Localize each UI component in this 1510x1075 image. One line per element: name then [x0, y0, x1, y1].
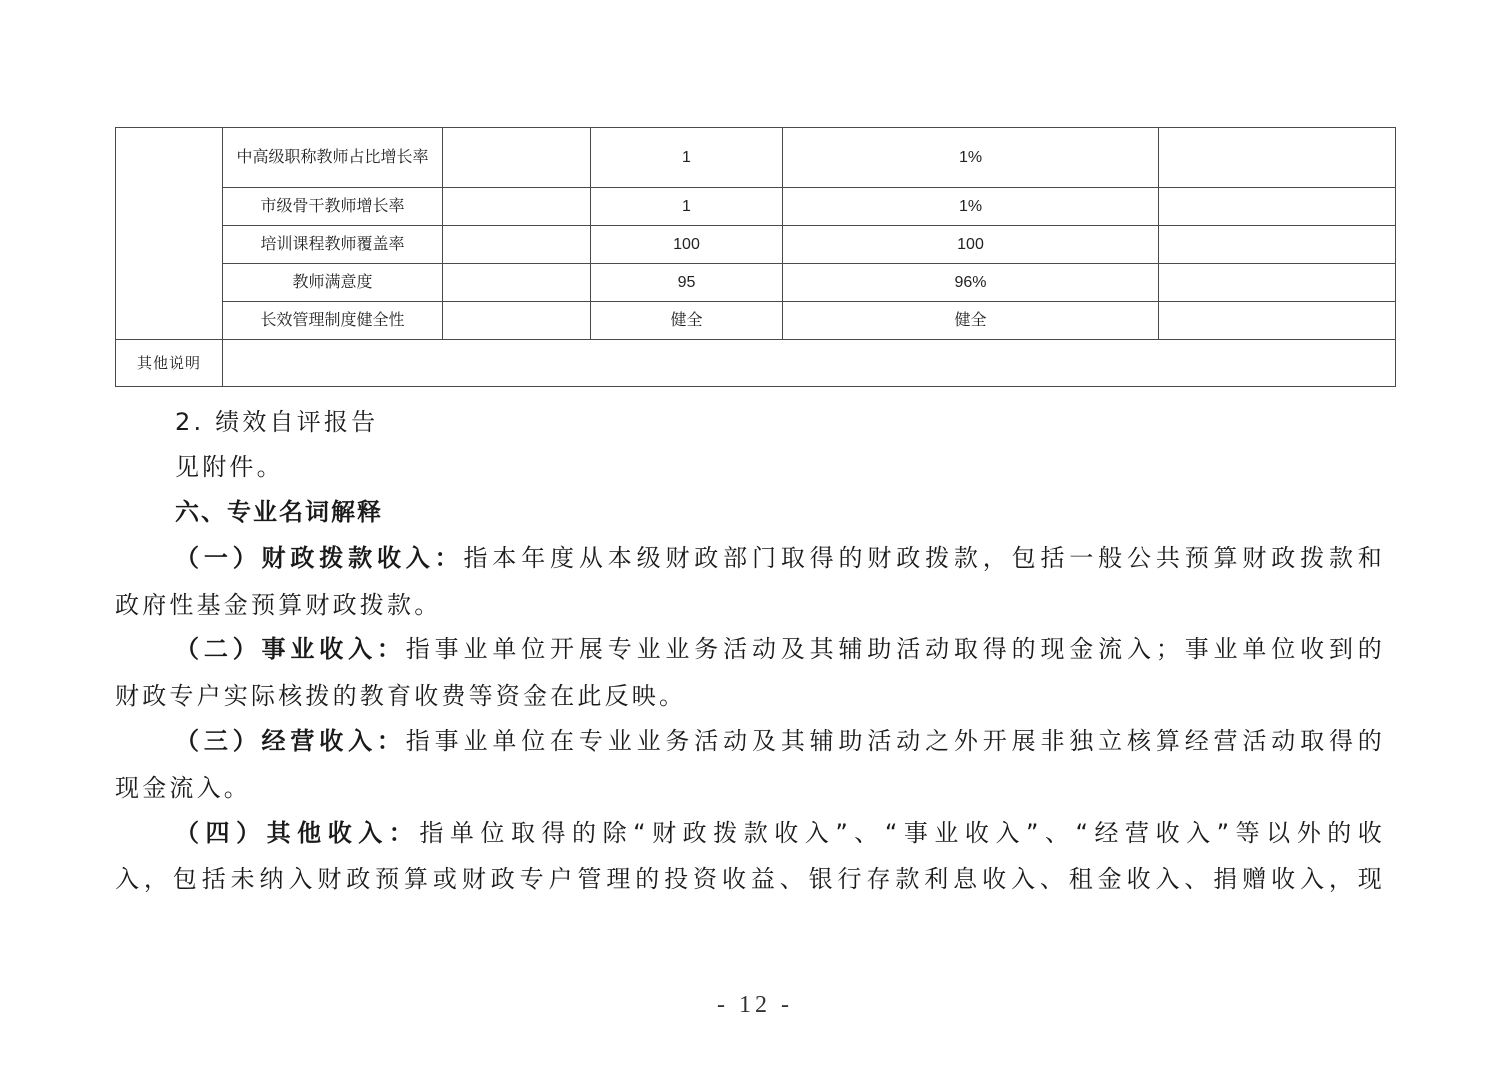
remark-cell: [1159, 128, 1396, 188]
category-cell: [116, 128, 223, 340]
glossary-term-label: （四）其他收入：: [175, 819, 420, 847]
remark-cell: [1159, 188, 1396, 226]
indicator-cell: 培训课程教师覆盖率: [223, 226, 443, 264]
table-row: [116, 188, 1396, 226]
self-eval-heading: 2. 绩效自评报告: [175, 408, 379, 436]
glossary-heading: 六、专业名词解释: [175, 498, 383, 526]
glossary-term-text: 指事业单位在专业业务活动及其辅助活动之外开展非独立核算经营活动取得的: [405, 727, 1385, 755]
performance-indicator-table: [115, 127, 1396, 387]
glossary-term-label: （二）事业收入：: [175, 635, 406, 663]
actual-value-cell: 1%: [783, 188, 1159, 226]
indicator-cell: 教师满意度: [223, 264, 443, 302]
glossary-term-label: （一）财政拨款收入：: [175, 544, 464, 572]
page-number: - 12 -: [717, 992, 793, 1018]
other-notes-row: [116, 340, 1396, 387]
glossary-item-2: [175, 629, 1385, 664]
self-eval-body: 见附件。: [175, 453, 284, 481]
table-row: [116, 226, 1396, 264]
table-row: [116, 128, 1396, 188]
indicator-cell: 长效管理制度健全性: [223, 302, 443, 340]
target-value-cell: 100: [591, 226, 783, 264]
indicator-extra-cell: [443, 226, 591, 264]
indicator-extra-cell: [443, 302, 591, 340]
indicator-extra-cell: [443, 128, 591, 188]
actual-value-cell: 96%: [783, 264, 1159, 302]
glossary-item-1: [175, 538, 1385, 573]
target-value-cell: 健全: [591, 302, 783, 340]
other-notes-label: 其他说明: [116, 340, 223, 387]
indicator-cell: 中高级职称教师占比增长率: [223, 128, 443, 188]
actual-value-cell: 1%: [783, 128, 1159, 188]
target-value-cell: 1: [591, 128, 783, 188]
glossary-term-text: 指事业单位开展专业业务活动及其辅助活动取得的现金流入；事业单位收到的: [405, 635, 1385, 663]
table-row: [116, 264, 1396, 302]
glossary-item-3-cont: 现金流入。: [115, 774, 251, 802]
remark-cell: [1159, 302, 1396, 340]
glossary-item-1-cont: 政府性基金预算财政拨款。: [115, 591, 442, 619]
glossary-term-text: 指本年度从本级财政部门取得的财政拨款，包括一般公共预算财政拨款和: [463, 544, 1386, 572]
glossary-item-3: [175, 721, 1385, 756]
glossary-term-label: （三）经营收入：: [175, 727, 406, 755]
table-row: [116, 302, 1396, 340]
indicator-extra-cell: [443, 264, 591, 302]
glossary-term-text: 指单位取得的除“财政拨款收入”、“事业收入”、“经营收入”等以外的收: [419, 819, 1385, 847]
actual-value-cell: 100: [783, 226, 1159, 264]
target-value-cell: 1: [591, 188, 783, 226]
glossary-item-4: [175, 813, 1385, 848]
actual-value-cell: 健全: [783, 302, 1159, 340]
indicator-extra-cell: [443, 188, 591, 226]
target-value-cell: 95: [591, 264, 783, 302]
glossary-item-4-cont: 入，包括未纳入财政预算或财政专户管理的投资收益、银行存款利息收入、租金收入、捐赠收入，现: [115, 865, 1385, 893]
other-notes-value: [223, 340, 1396, 387]
indicator-cell: 市级骨干教师增长率: [223, 188, 443, 226]
glossary-item-2-cont: 财政专户实际核拨的教育收费等资金在此反映。: [115, 682, 687, 710]
remark-cell: [1159, 226, 1396, 264]
remark-cell: [1159, 264, 1396, 302]
